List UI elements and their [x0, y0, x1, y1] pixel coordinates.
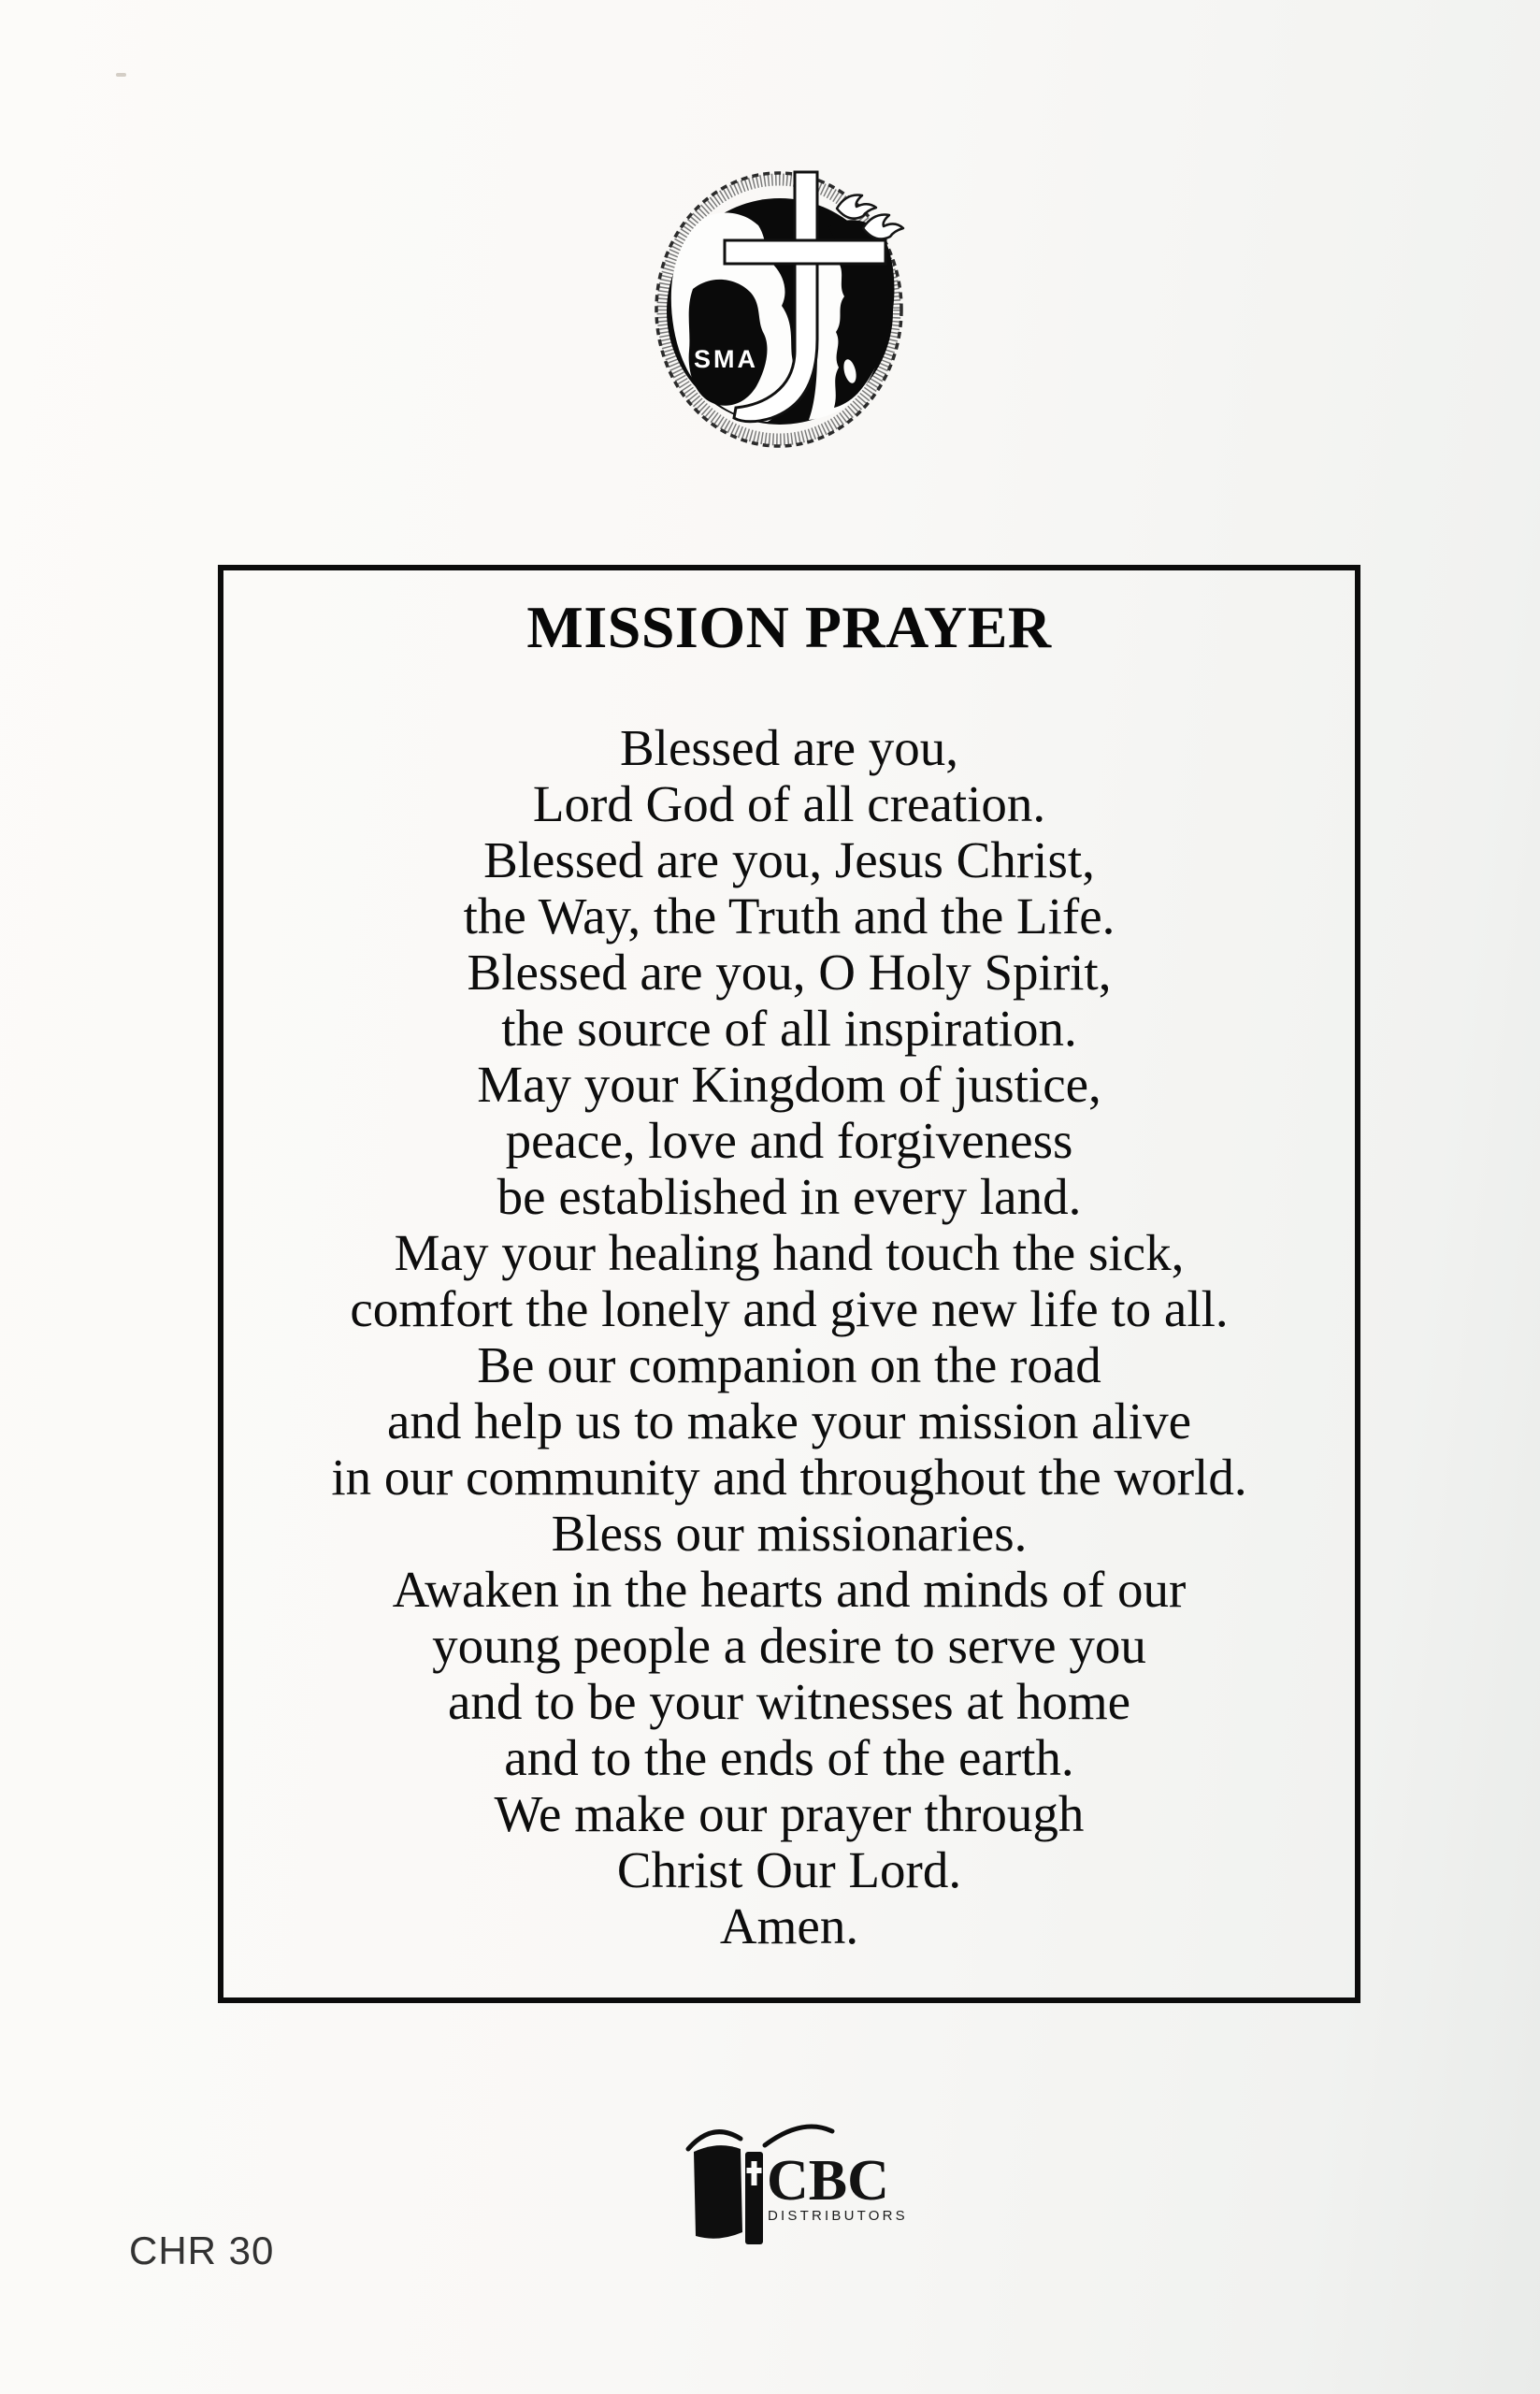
prayer-text — [223, 720, 1355, 1954]
sma-logo — [648, 169, 912, 452]
prayer-line: We make our prayer through — [494, 1785, 1085, 1842]
scan-artifact-speck — [116, 73, 126, 77]
prayer-line: Lord God of all creation. — [532, 775, 1046, 832]
sma-label: SMA — [694, 345, 758, 373]
prayer-line: comfort the lonely and give new life to all. — [350, 1280, 1229, 1337]
prayer-line: May your Kingdom of justice, — [477, 1056, 1101, 1113]
prayer-line: and to be your witnesses at home — [447, 1673, 1131, 1730]
prayer-line: Blessed are you, — [620, 719, 958, 776]
cbc-subtitle: DISTRIBUTORS — [768, 2208, 908, 2224]
prayer-line: Awaken in the hearts and minds of our — [392, 1561, 1187, 1618]
prayer-line: the Way, the Truth and the Life. — [463, 887, 1115, 945]
prayer-line: Blessed are you, Jesus Christ, — [483, 831, 1095, 888]
prayer-line: and help us to make your mission alive — [387, 1392, 1191, 1449]
cbc-distributors-logo — [681, 2110, 929, 2252]
prayer-card-box — [218, 565, 1360, 2003]
prayer-line: Amen. — [719, 1897, 859, 1954]
prayer-line: Bless our missionaries. — [551, 1505, 1028, 1562]
prayer-line: Blessed are you, O Holy Spirit, — [467, 944, 1112, 1001]
prayer-line: Christ Our Lord. — [616, 1841, 962, 1898]
cbc-name: CBC — [767, 2149, 889, 2213]
catalog-code: CHR 30 — [129, 2228, 275, 2272]
prayer-line: May your healing hand touch the sick, — [394, 1224, 1185, 1281]
prayer-line: young people a desire to serve you — [432, 1617, 1146, 1674]
prayer-line: in our community and throughout the world. — [331, 1449, 1247, 1506]
prayer-title: MISSION PRAYER — [526, 594, 1052, 660]
prayer-line: and to the ends of the earth. — [504, 1729, 1074, 1786]
prayer-line: peace, love and forgiveness — [505, 1112, 1073, 1169]
prayer-line: Be our companion on the road — [477, 1336, 1101, 1393]
prayer-line: be established in every land. — [497, 1168, 1082, 1225]
prayer-line: the source of all inspiration. — [501, 1000, 1077, 1057]
